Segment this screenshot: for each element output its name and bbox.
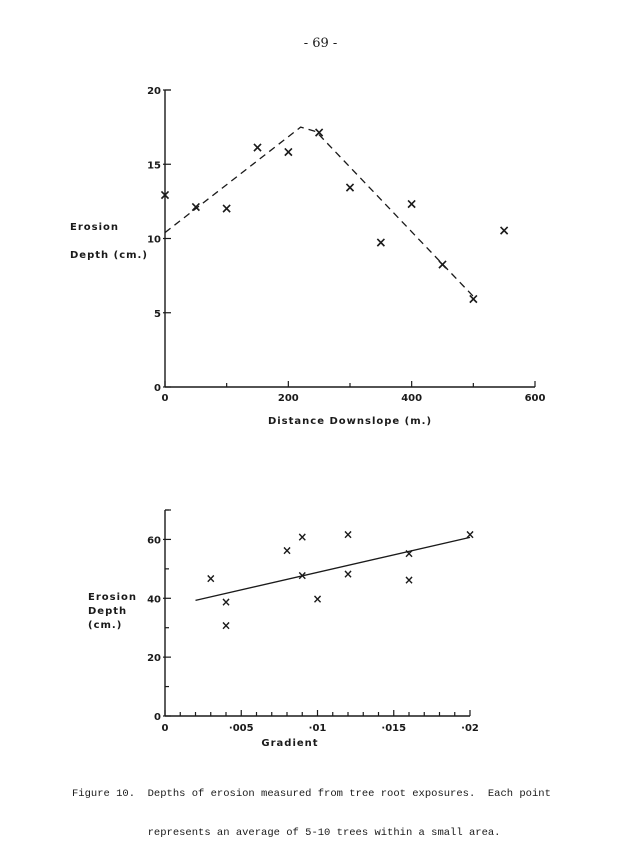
figure-caption	[72, 762, 592, 853]
data-point-10: ×	[403, 572, 415, 587]
y-tick-label-3: 60	[147, 535, 161, 547]
chart-2	[88, 510, 479, 749]
data-point-5: ×	[313, 125, 326, 142]
data-point-11: ×	[464, 527, 476, 542]
data-point-6: ×	[344, 179, 356, 196]
x-tick-label-0: 0	[161, 723, 169, 734]
data-point-5: ×	[297, 568, 308, 583]
y-tick-label-0: 0	[154, 383, 161, 394]
data-point-8: ×	[342, 566, 354, 581]
caption-line-1: Figure 10. Depths of erosion measured from tree root exposures. Each point	[72, 788, 551, 800]
data-point-6: ×	[312, 591, 323, 606]
y-tick-label-1: 20	[147, 653, 161, 665]
chart-1	[70, 86, 545, 427]
y-tick-label-4: 20	[147, 86, 161, 97]
data-point-7: ×	[374, 234, 387, 251]
data-point-1: ×	[189, 199, 202, 216]
data-point-10: ×	[467, 291, 480, 308]
y-axis-label-line-2: Depth	[88, 606, 128, 617]
data-point-2: ×	[220, 200, 233, 217]
data-point-4: ×	[297, 530, 308, 545]
x-tick-label-4: ·02	[461, 723, 479, 734]
trend-line	[165, 127, 473, 296]
y-axis-label-line-2: Depth (cm.)	[70, 250, 148, 261]
data-point-11: ×	[498, 223, 511, 240]
data-point-8: ×	[405, 196, 418, 213]
trend-line	[196, 537, 471, 600]
page-number: - 69 -	[303, 36, 338, 51]
y-axis-label-line-1: Erosion	[70, 222, 120, 233]
data-point-9: ×	[436, 257, 449, 274]
y-axis-label-line-3: (cm.)	[88, 620, 123, 631]
y-tick-label-1: 5	[154, 308, 161, 320]
data-point-0: ×	[159, 187, 171, 204]
x-tick-label-2: 400	[401, 393, 423, 404]
x-tick-label-3: 600	[524, 393, 546, 404]
data-point-3: ×	[251, 139, 264, 156]
data-point-1: ×	[220, 594, 232, 609]
data-point-9: ×	[403, 546, 415, 561]
data-point-0: ×	[205, 571, 216, 586]
x-tick-label-1: ·005	[228, 723, 254, 734]
x-tick-label-1: 200	[277, 393, 299, 404]
y-axis-label-line-1: Erosion	[88, 592, 138, 603]
x-tick-label-3: ·015	[381, 723, 407, 734]
data-point-7: ×	[342, 527, 354, 542]
y-tick-label-3: 15	[147, 160, 161, 172]
data-point-4: ×	[282, 144, 295, 161]
data-point-2: ×	[220, 618, 232, 633]
data-point-3: ×	[281, 543, 293, 558]
y-tick-label-0: 0	[154, 712, 161, 723]
x-axis-label: Gradient	[261, 738, 319, 749]
x-tick-label-2: ·01	[308, 723, 327, 734]
x-axis-label: Distance Downslope (m.)	[267, 416, 433, 427]
y-tick-label-2: 10	[147, 234, 161, 246]
caption-line-2: represents an average of 5-10 trees within a small area.	[72, 827, 501, 839]
y-tick-label-2: 40	[147, 594, 161, 606]
x-tick-label-0: 0	[161, 393, 169, 404]
